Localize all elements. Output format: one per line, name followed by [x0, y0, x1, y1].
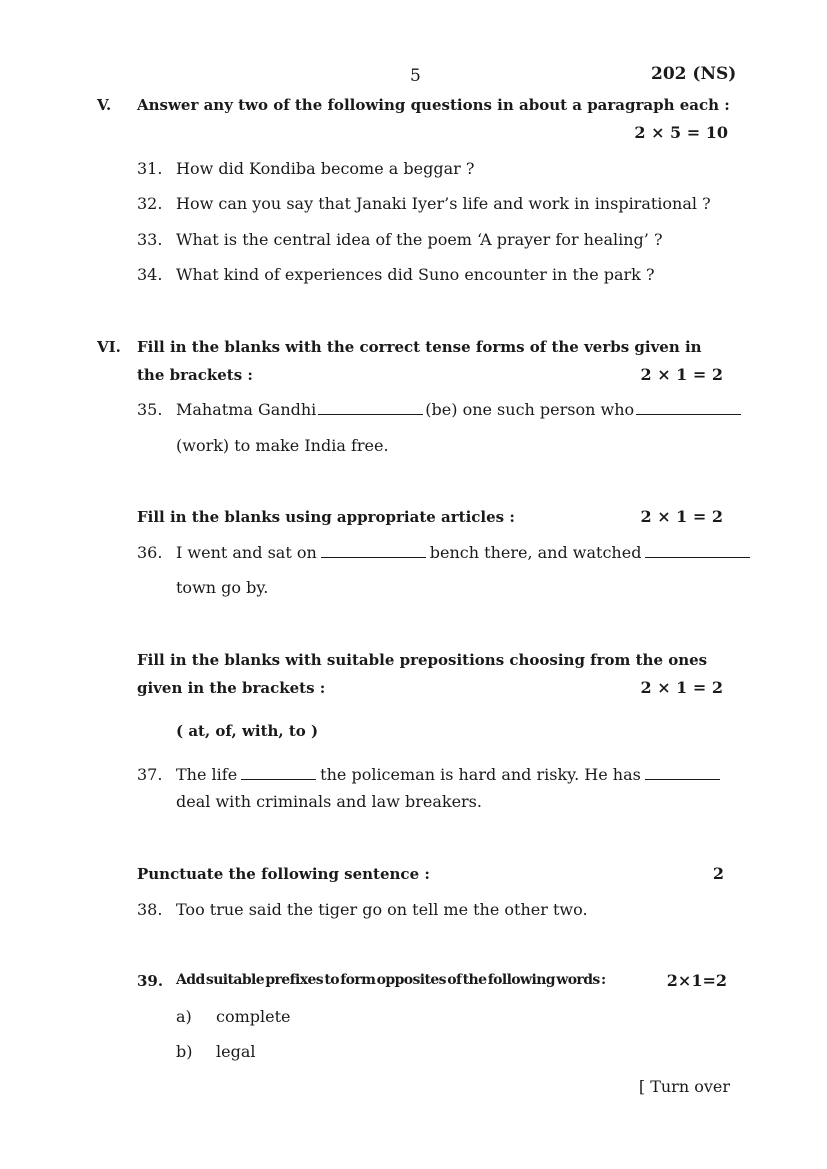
- question-text-part2: bench there, and watched: [429, 543, 642, 562]
- question-number: 31.: [137, 159, 163, 178]
- prepositions-options: ( at, of, with, to ): [176, 722, 319, 740]
- articles-instruction: Fill in the blanks using appropriate articles :: [137, 508, 515, 526]
- question-text-line2: town go by.: [176, 578, 269, 597]
- item-word: legal: [216, 1042, 256, 1061]
- section-v-instruction: Answer any two of the following questions in about a paragraph each :: [137, 96, 730, 114]
- item-word: complete: [216, 1007, 291, 1026]
- section-vi-instruction-line1: Fill in the blanks with the correct tense forms of the verbs given in: [137, 338, 702, 356]
- answer-blank[interactable]: [318, 400, 423, 415]
- articles-marks: 2 × 1 = 2: [640, 507, 723, 526]
- question-number: 36.: [137, 543, 163, 562]
- item-label: a): [176, 1007, 192, 1026]
- paper-code: 202 (NS): [651, 64, 737, 84]
- question-text: How can you say that Janaki Iyer’s life and work in inspirational ?: [176, 194, 711, 213]
- answer-blank[interactable]: [645, 543, 750, 558]
- answer-blank[interactable]: [321, 543, 426, 558]
- section-vi-instruction-line2: the brackets :: [137, 366, 253, 384]
- section-vi-numeral: VI.: [97, 338, 121, 356]
- question-number: 32.: [137, 194, 163, 213]
- question-text-part1: I went and sat on: [176, 543, 317, 562]
- question-text: What kind of experiences did Suno encounter in the park ?: [176, 265, 655, 284]
- question-text: How did Kondiba become a beggar ?: [176, 159, 475, 178]
- prepositions-instruction-line1: Fill in the blanks with suitable prepositions choosing from the ones: [137, 651, 708, 669]
- punctuate-instruction: Punctuate the following sentence :: [137, 865, 430, 883]
- question-text-part1: Mahatma Gandhi: [176, 400, 317, 419]
- answer-blank[interactable]: [636, 400, 741, 415]
- section-v-numeral: V.: [97, 96, 112, 114]
- question-text-part2: the policeman is hard and risky. He has: [320, 765, 641, 784]
- question-text-line2: (work) to make India free.: [176, 436, 389, 455]
- prefix-marks: 2×1=2: [666, 971, 727, 990]
- answer-blank[interactable]: [645, 765, 720, 780]
- item-label: b): [176, 1042, 193, 1061]
- question-number: 38.: [137, 900, 163, 919]
- question-number: 33.: [137, 230, 163, 249]
- question-text-part2: (be) one such person who: [425, 400, 635, 419]
- question-number: 34.: [137, 265, 163, 284]
- prepositions-instruction-line2: given in the brackets :: [137, 679, 326, 697]
- question-text: What is the central idea of the poem ‘A prayer for healing’ ?: [176, 230, 663, 249]
- question-text-line2: deal with criminals and law breakers.: [176, 792, 482, 811]
- question-text: Too true said the tiger go on tell me the other two.: [176, 900, 588, 919]
- question-text-part1: The life: [176, 765, 238, 784]
- section-v-marks: 2 × 5 = 10: [634, 123, 728, 142]
- question-number: 39.: [137, 972, 164, 990]
- turn-over-note: [ Turn over: [638, 1077, 730, 1096]
- page-number: 5: [410, 66, 421, 86]
- question-number: 35.: [137, 400, 163, 419]
- punctuate-marks: 2: [712, 864, 724, 883]
- answer-blank[interactable]: [241, 765, 316, 780]
- prefix-instruction: Add suitable prefixes to form opposites of the following words :: [176, 972, 606, 988]
- section-vi-marks: 2 × 1 = 2: [640, 365, 723, 384]
- prepositions-marks: 2 × 1 = 2: [640, 678, 723, 697]
- question-number: 37.: [137, 765, 163, 784]
